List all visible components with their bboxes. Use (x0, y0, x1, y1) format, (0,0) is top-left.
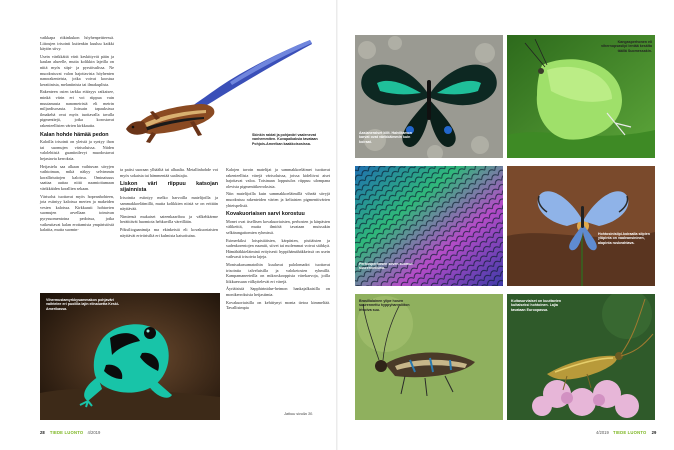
paragraph: Kaloilla irisointi on yleistä ja syntyy ihon tai suomujen värisoluissa. Niiden valolehtisiä guaniinilevyt muodostavat hejastavia kerroksia. (40, 139, 114, 161)
paragraph: Äyriäisistä Sapphirinidae-heimon hankajalkaisilla on monikerroksisia heijastimia. (226, 286, 330, 297)
frog-caption: Vihermustamyrkkysammakon pohjaväri vaihtelee eri puolilla lajin elinaluetta Keski-Amerikassa. (46, 298, 120, 311)
blue-caption: Hohtosinisiipi-koiraalla siipien yläpinta on vaaleansininen, alapinta ruskeahtava. (598, 232, 650, 245)
blue-butterfly-icon (507, 166, 655, 286)
section-heading: Kalan hohde hämää pedon (40, 131, 109, 138)
moth-icon (355, 294, 503, 420)
longhorn-caption: Kultasurviaiset on kuuttavien kultaiseksi hohtoinen. Lajia tavataan Euroopassa. (511, 299, 562, 312)
longhorn-photo (507, 294, 655, 420)
page-number: 29 (651, 430, 657, 435)
left-folio (40, 430, 100, 435)
frog-photo (40, 293, 220, 420)
lizard-caption: Skinkin raidat ja pohjaväri vaalenevat vanhemmiten. Kuvapaikaksia tavataan Pohjois-Amerikan kaakkoisosissa. (252, 133, 318, 146)
swallowtail-caption: Aasianeraiset kiilt. Haiviltamon karvat ovat värikkäimmin kuin koiraat. (359, 131, 412, 144)
right-folio (596, 430, 656, 435)
paragraph: Irisointia esiintyy melko harvoilla matelijoilla ja sammakkoeläimillä, mutta kolikkien niistä se on erittäin näyttävää. (120, 195, 218, 212)
paragraph: Monet ovat itsellisen kovakuoriaisten, perhosten ja kärpästen väliketttä, mutta ilmiötä tavataan muissakin selkärangattomien ryhmissä. (226, 218, 330, 236)
lizard-photo (120, 32, 330, 147)
page-gutter (336, 0, 338, 450)
paragraph: Nimiensä mukaiset sateenkaariboa ja välkehkärme heräittävät huomiota hehkuvilla väreillään. (120, 213, 218, 225)
paragraph: Värisolut tuottavat myös hopeanhohteen, jota esiintyy kaloissa merten ja makeiden vesien kaloissa. Kirkkaasti hohtavien suomujen arvellaan toimivan pyrysuomentoina pedoissa, jotka vaikeuttavat kalan erottamista ympäristöstä kalaiita, mutta suomin- (40, 193, 114, 233)
left-col-3 (226, 167, 330, 313)
hairstreak-photo (507, 35, 655, 158)
section-heading: Kovakuoriaisen sarvi korostuu (226, 211, 305, 218)
paragraph: Kovakuoriaisilla on kehittynyt monta tietoa kimmeltää. Tavallisimpia (226, 299, 330, 311)
paragraph: Kalojen tavoin matelijat ja sammakkoeläimet tuottavat rakenteellisia värejä värisoluissa, joissa kideliivat aiset hajottavat valoa. Toisinaan lopputulos riippuu ulompana olevista pigmenttikerroksista. (226, 167, 330, 189)
left-col-1 (40, 35, 114, 235)
magazine-name: TIEDE LUONTO (49, 430, 84, 435)
left-col-2 (120, 167, 218, 240)
beetle-icon (507, 294, 655, 420)
paragraph: Monisukassamatoihin kuuluvat palolomadot tuottavat irisointia talveluisilla ja valoketosien ryhmillä. Kampamaneeteilla on mikroskooppisia värekarvoja, joilla liikkuessaan välkyttelevät eri värejä. (226, 262, 330, 284)
section-heading: Liskon väri riippuu katsojan sijainnista (120, 181, 218, 194)
scales-caption: Perhosperhosen siiven suomut suurennettuna. (359, 262, 413, 271)
moth-caption: Brasilialainen ylipe hosen suurennettu hyppyharvaliiton irisoiva suu. (359, 299, 410, 312)
blue-butterfly-photo (507, 166, 655, 286)
magazine-name: TIEDE LUONTO (612, 430, 647, 435)
issue-number: 4/2019 (596, 430, 609, 435)
continued-note: Jatkuu sivulla 30. (284, 412, 314, 416)
paragraph: Niin matelijoilla kuin sammakkoeläimillä viheää sävyjä muodostuu rakenteiden värien ja keltaisten pigmenttivärien yhteispelistä. (226, 191, 330, 208)
paragraph: Usein värikkäitä värit keskittyvät pään ja kaulan alueelle, mutta kolikkin lajeilla on niitä myös siipi- ja pyrstösulissa. Ne muodostuvat valon hajottavista höyhenten nanorakenteista, jotka voivat koostua keratiinista, melaniinista tai ilmakuplista. (40, 53, 114, 87)
paragraph: Esimerkiksi loispistiäisten, kärpästen, pistiäisten ja sudenkorentojen ruumiit, siivet tai molemmat voivat säihkyä. Hämähäkkieläiminä erityisesti hyppihämähäkkeissä on usein vaihvasti irisoivia lajeja. (226, 237, 330, 260)
hairstreak-caption: Kangasperhonen eli vihernopsasiipi lentää kesälta täällä Suomessakin. (601, 40, 652, 53)
moth-photo (355, 294, 503, 420)
page-number: 28 (40, 430, 45, 435)
green-hairstreak-icon (507, 35, 655, 158)
paragraph: vaikkapa riikinkukon höyhenpeitteessä. Liitoujen irisointi kuitenkin kuuluu kaikki käytön siivy. (40, 35, 114, 52)
paragraph: Rakenteen osien tarkka etäisyys ratkaisee, minkä värin eri voi riippua vain muutamasta nanometristä eli metrin miljardisosasta. Joissain tapauksissa ilmakehä ovat myös tuottavalla tavalla pigmenttejä, jotka korostavat rakenteellisten värien kirkkautta. (40, 89, 114, 128)
paragraph: Pöksiliogaanimija ma ekinkeistä eli kovakuoriaisten näyttävät erivärisiltä eri kulmista katsottuina. (120, 227, 218, 238)
poison-frog-icon (40, 293, 220, 420)
paragraph: Heijastelu saa alkaan vaihtuvan sävyjen vaihtoiman, mikä näkyy selvimmin koralliriuttojen kaloissa. Ominaisuus saattaa auttaa niitä naamioitumaan värikkäiden korallien sekaan. (40, 163, 114, 191)
issue-number: 4/2019 (87, 430, 101, 435)
paragraph: ta paitsi suoraan ylhäältä tai alhaalta. Metallinhohde voi myös sokaista tai hämmentää saalistajia. (120, 167, 218, 178)
skink-icon (120, 32, 330, 147)
